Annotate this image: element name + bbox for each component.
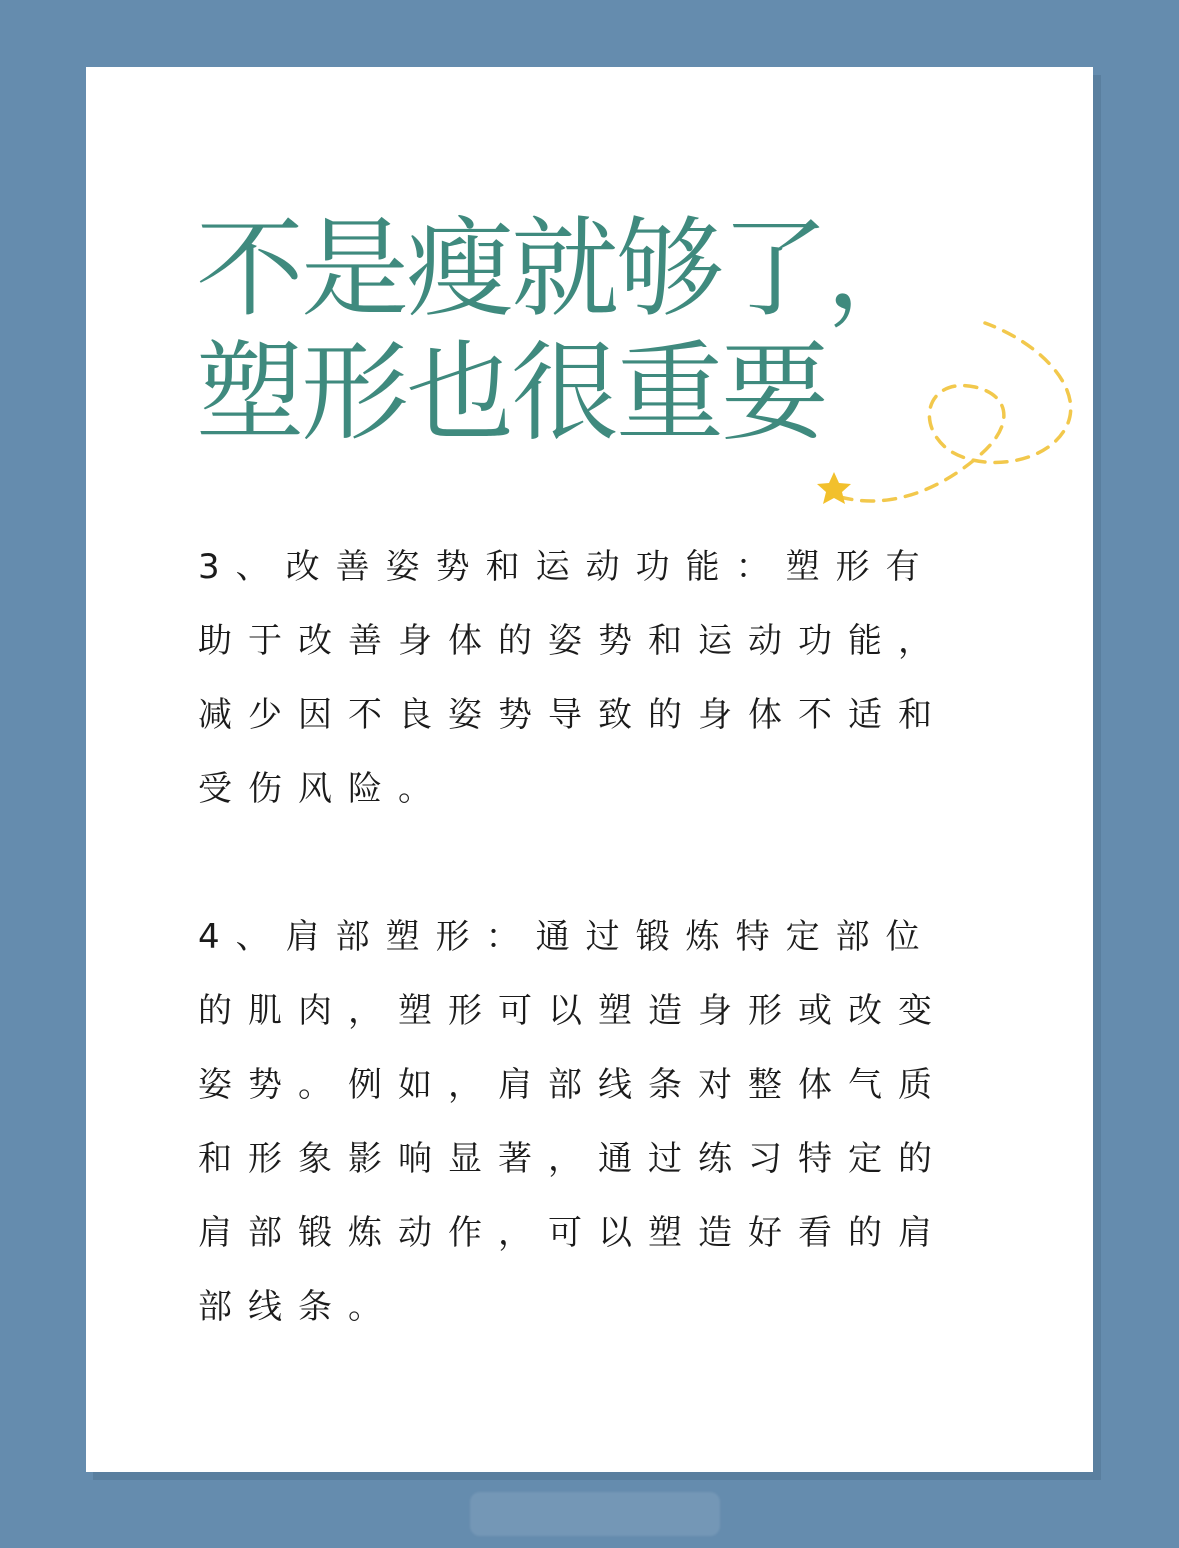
- watermark: [470, 1492, 720, 1536]
- title-line-2: 塑形也很重要: [196, 331, 827, 456]
- paragraph-3: 3、改善姿势和运动功能：塑形有助于改善身体的姿势和运动功能，减少因不良姿势导致的身体不适和受伤风险。: [198, 547, 948, 809]
- title-line-1: 不是瘦就够了，: [196, 207, 932, 332]
- dashed-loop-path: [840, 323, 1071, 501]
- dashed-loop-decoration: [810, 315, 1080, 515]
- paragraph-4: 4、肩部塑形：通过锻炼特定部位的肌肉，塑形可以塑造身形或改变姿势。例如，肩部线条对整体气质和形象影响显著，通过练习特定的肩部锻炼动作，可以塑造好看的肩部线条。: [198, 917, 948, 1327]
